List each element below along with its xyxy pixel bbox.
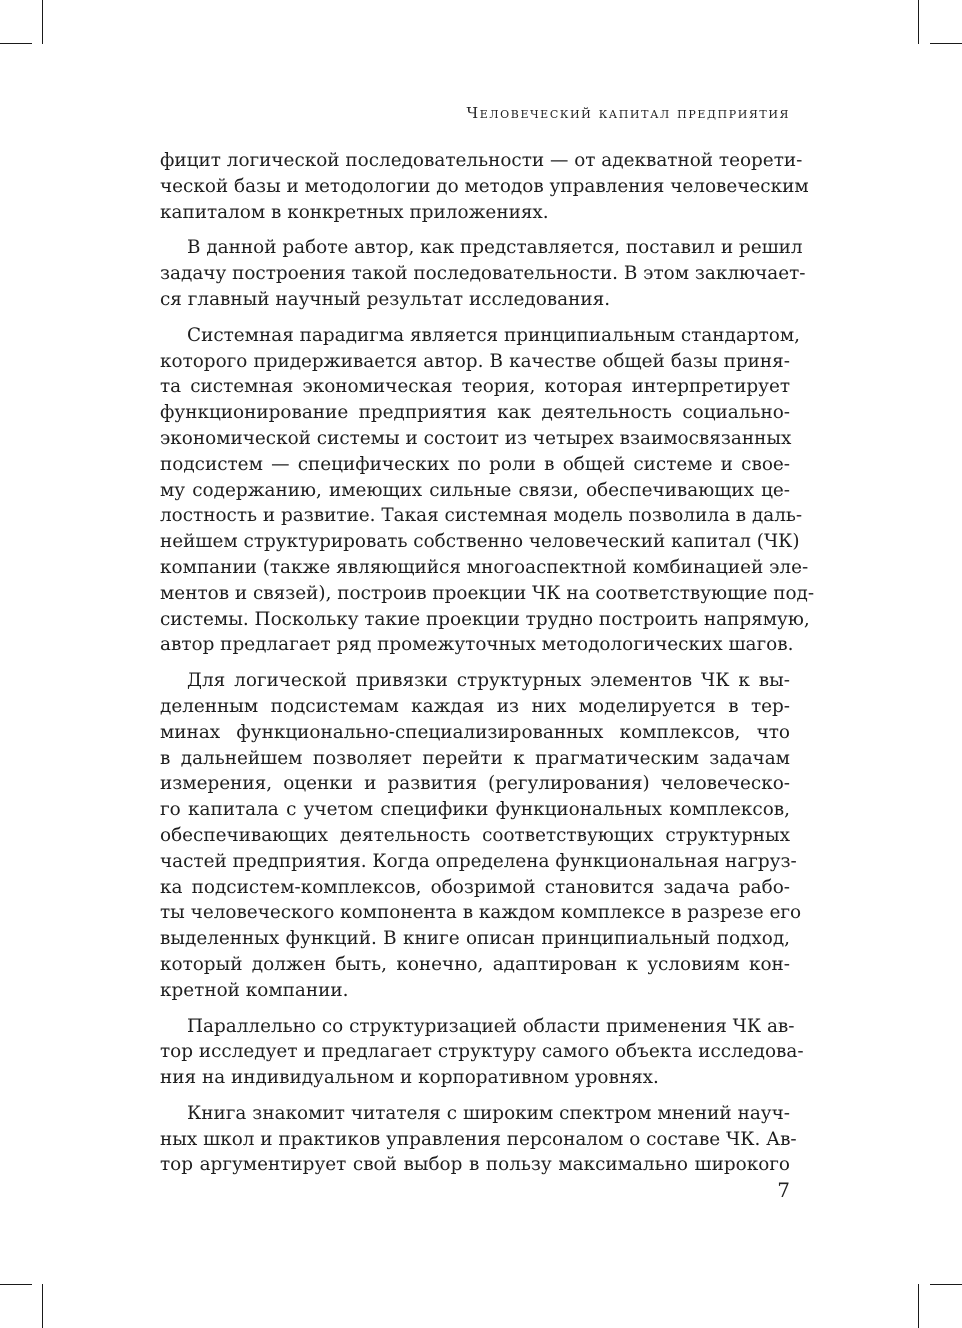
text-line: тор аргументирует свой выбор в пользу максимально широкого: [160, 1154, 790, 1176]
paragraph: [160, 148, 809, 225]
text-line: минах функционально-специализированных комплексов, что: [160, 721, 790, 743]
text-line: кретной компании.: [160, 979, 349, 1001]
running-head: Человеческий капитал предприятия: [466, 104, 790, 122]
crop-mark-bottom-left-horizontal: [0, 1284, 32, 1285]
text-line: нейшем структурировать собственно человеческий капитал (ЧК): [160, 531, 800, 553]
paragraph: [160, 323, 815, 658]
text-line: выделенных функций. В книге описан принципиальный подход,: [160, 928, 790, 950]
text-line: фицит логической последовательности — от адекватной теорети-: [160, 150, 803, 171]
text-line: Параллельно со структуризацией области применения ЧК ав-: [187, 1015, 795, 1037]
text-line: подсистем — специфических по роли в общей системе и свое-: [160, 453, 790, 475]
paragraph: [160, 235, 806, 312]
text-line: та системная экономическая теория, которая интерпретирует: [160, 376, 790, 398]
text-line: в дальнейшем позволяет перейти к прагматическим задачам: [160, 747, 790, 769]
text-line: лостность и развитие. Такая системная модель позволила в даль-: [160, 505, 803, 527]
text-line: ных школ и практиков управления персоналом о составе ЧК. Ав-: [160, 1128, 797, 1150]
text-line: деленным подсистемам каждая из них моделируется в тер-: [160, 695, 790, 717]
text-line: системы. Поскольку такие проекции трудно построить напрямую,: [160, 608, 810, 630]
text-line: ты человеческого компонента в каждом комплексе в разрезе его: [160, 902, 802, 924]
paragraph: [160, 1101, 797, 1178]
text-line: автор предлагает ряд промежуточных методологических шагов.: [160, 634, 794, 656]
text-line: Для логической привязки структурных элементов ЧК к вы-: [187, 670, 790, 692]
text-line: ментов и связей), построив проекции ЧК на соответствующие под-: [160, 582, 815, 604]
text-line: экономической системы и состоит из четырех взаимосвязанных: [160, 427, 792, 449]
text-line: задачу построения такой последовательности. В этом заключает-: [160, 263, 806, 285]
text-line: го капитала с учетом специфики функциональных комплексов,: [160, 799, 790, 821]
text-line: Книга знакомит читателя с широким спектром мнений науч-: [187, 1102, 790, 1124]
crop-mark-bottom-left: [42, 1284, 43, 1328]
text-line: ка подсистем-комплексов, обозримой становится задача рабо-: [160, 876, 790, 898]
text-line: му содержанию, имеющих сильные связи, обеспечивающих це-: [160, 479, 790, 501]
paragraph: [160, 1014, 804, 1091]
page-number: 7: [777, 1178, 790, 1202]
text-line: Системная парадигма является принципиальным стандартом,: [187, 324, 800, 346]
text-line: капиталом в конкретных приложениях.: [160, 201, 549, 223]
text-line: компании (также являющийся многоаспектной комбинацией эле-: [160, 556, 809, 578]
crop-mark-top-right: [918, 0, 919, 44]
text-line: тор исследует и предлагает структуру самого объекта исследова-: [160, 1041, 804, 1063]
crop-mark-top-left-horizontal: [0, 43, 32, 44]
paragraph: [160, 668, 802, 1003]
text-line: который должен быть, конечно, адаптирован к условиям кон-: [160, 953, 790, 975]
text-line: В данной работе автор, как представляется, поставил и решил: [187, 237, 803, 259]
text-line: обеспечивающих деятельность соответствующих структурных: [160, 824, 790, 846]
text-line: которого придерживается автор. В качестве общей базы приня-: [160, 350, 790, 372]
text-line: ческой базы и методологии до методов управления человеческим: [160, 175, 809, 197]
text-line: функционирование предприятия как деятельность социально-: [160, 402, 790, 424]
crop-mark-bottom-right-horizontal: [930, 1284, 962, 1285]
crop-mark-bottom-right: [918, 1284, 919, 1328]
text-line: измерения, оценки и развития (регулирования) человеческо-: [160, 773, 790, 795]
crop-mark-top-right-horizontal: [930, 43, 962, 44]
text-line: частей предприятия. Когда определена функциональная нагруз-: [160, 850, 797, 872]
crop-mark-top-left: [42, 0, 43, 44]
text-line: ния на индивидуальном и корпоративном уровнях.: [160, 1067, 659, 1089]
body-text: [160, 148, 815, 1188]
text-line: ся главный научный результат исследования.: [160, 288, 611, 310]
